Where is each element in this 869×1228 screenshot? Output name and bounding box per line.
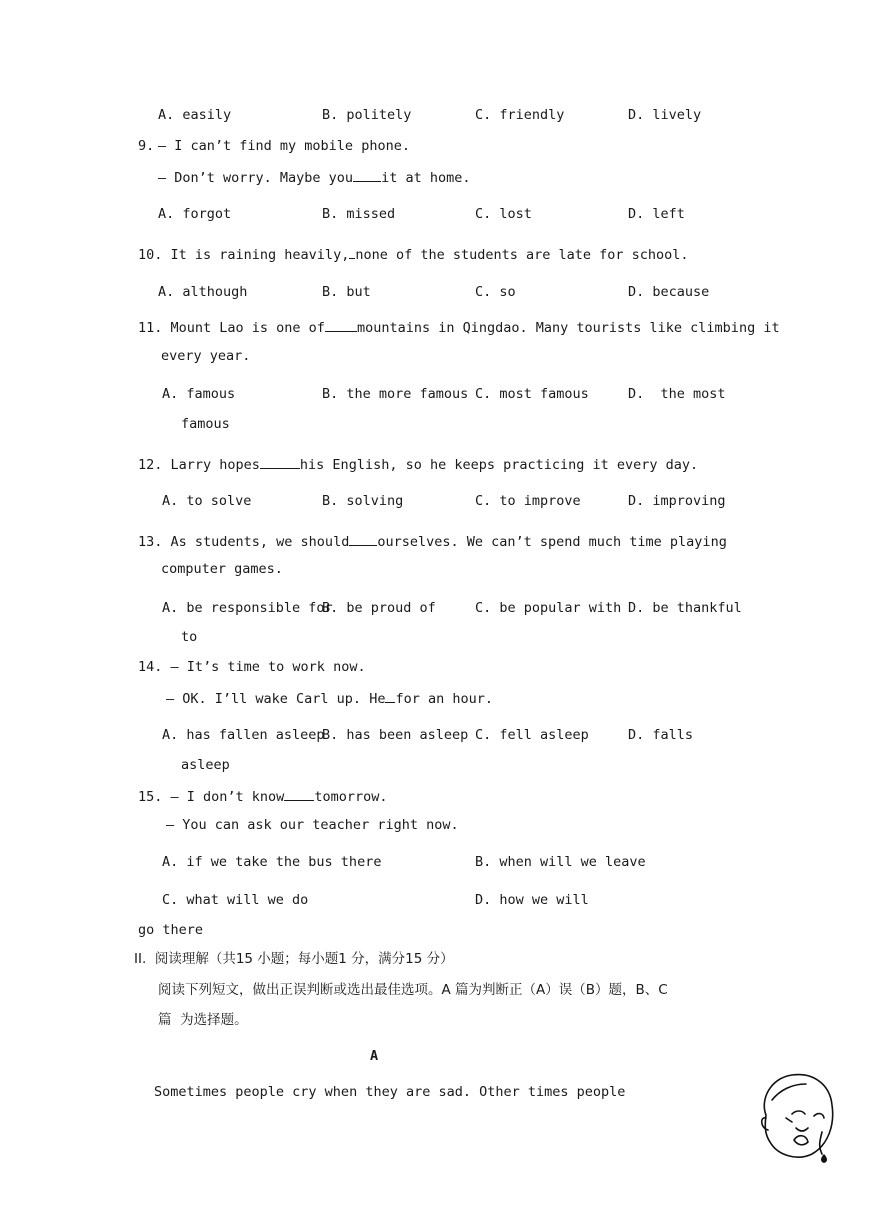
section-instruction-wrap: 篇 为选择题。 (158, 1012, 248, 1028)
q14-option-a: A. has fallen asleep (162, 727, 325, 743)
q8-option-d: D. lively (628, 107, 702, 123)
q10-stem: 10. It is raining heavily, none of the students are late for school. (138, 244, 689, 264)
q15-option-a: A. if we take the bus there (162, 854, 382, 870)
q9-option-c: C. lost (475, 206, 532, 222)
q9-line2: — Don’t worry. Maybe you it at home. (158, 167, 470, 187)
q11-option-c: C. most famous (475, 386, 589, 402)
q13-line2: computer games. (161, 561, 283, 577)
q9-number: 9. (138, 138, 155, 154)
q10-option-d: D. because (628, 284, 710, 300)
q10-option-a: A. although (158, 284, 248, 300)
q14-line2: — OK. I’ll wake Carl up. He for an hour. (166, 688, 493, 708)
q11-option-a: A. famous (162, 386, 236, 402)
q13-option-c: C. be popular with (475, 600, 622, 616)
q9-option-a: A. forgot (158, 206, 232, 222)
q14-option-d-wrap: asleep (181, 757, 230, 773)
q14-line1: 14. — It’s time to work now. (138, 659, 366, 675)
q8-option-a: A. easily (158, 107, 232, 123)
q15-option-d: D. how we will (475, 892, 589, 908)
q13-option-d-wrap: to (181, 629, 198, 645)
q10-option-b: B. but (322, 284, 371, 300)
q11-option-d-wrap: famous (181, 416, 230, 432)
answer-blank (385, 688, 395, 703)
q11-option-d: D. the most (628, 386, 726, 402)
answer-blank (325, 317, 357, 332)
q15-line2: — You can ask our teacher right now. (166, 817, 459, 833)
q11-option-b: B. the more famous (322, 386, 469, 402)
section-instruction: 阅读下列短文，做出正误判断或选出最佳选项。A 篇为判断正（A）误（B）题，B、C (158, 982, 668, 998)
q9-line1: — I can’t find my mobile phone. (158, 138, 410, 154)
q11-stem: 11. Mount Lao is one of mountains in Qingdao. Many tourists like climbing it (138, 317, 780, 337)
crying-face-icon (756, 1070, 838, 1166)
passage-heading: A (370, 1048, 379, 1064)
q10-option-c: C. so (475, 284, 516, 300)
q15-option-b: B. when will we leave (475, 854, 646, 870)
q15-option-d-wrap: go there (138, 922, 204, 938)
q11-line2: every year. (161, 348, 251, 364)
passage-text: Sometimes people cry when they are sad. Other times people (154, 1084, 626, 1100)
q12-stem: 12. Larry hopes his English, so he keeps practicing it every day. (138, 454, 698, 474)
q12-option-c: C. to improve (475, 493, 581, 509)
q9-option-d: D. left (628, 206, 685, 222)
answer-blank (353, 167, 381, 182)
q15-option-c: C. what will we do (162, 892, 309, 908)
q13-option-d: D. be thankful (628, 600, 742, 616)
section-title: II. 阅读理解（共15 小题；每小题1 分，满分15 分） (134, 951, 454, 967)
q8-option-c: C. friendly (475, 107, 565, 123)
q12-option-d: D. improving (628, 493, 726, 509)
q9-option-b: B. missed (322, 206, 396, 222)
q12-option-b: B. solving (322, 493, 404, 509)
q12-option-a: A. to solve (162, 493, 252, 509)
answer-blank (260, 454, 300, 469)
q14-option-b: B. has been asleep (322, 727, 469, 743)
q14-option-d: D. falls (628, 727, 694, 743)
answer-blank (284, 786, 314, 801)
answer-blank (349, 531, 377, 546)
q13-stem: 13. As students, we should ourselves. We can’t spend much time playing (138, 531, 727, 551)
q13-option-b: B. be proud of (322, 600, 436, 616)
q8-option-b: B. politely (322, 107, 412, 123)
q13-option-a: A. be responsible for (162, 600, 333, 616)
q14-option-c: C. fell asleep (475, 727, 589, 743)
q15-stem: 15. — I don’t know tomorrow. (138, 786, 387, 806)
